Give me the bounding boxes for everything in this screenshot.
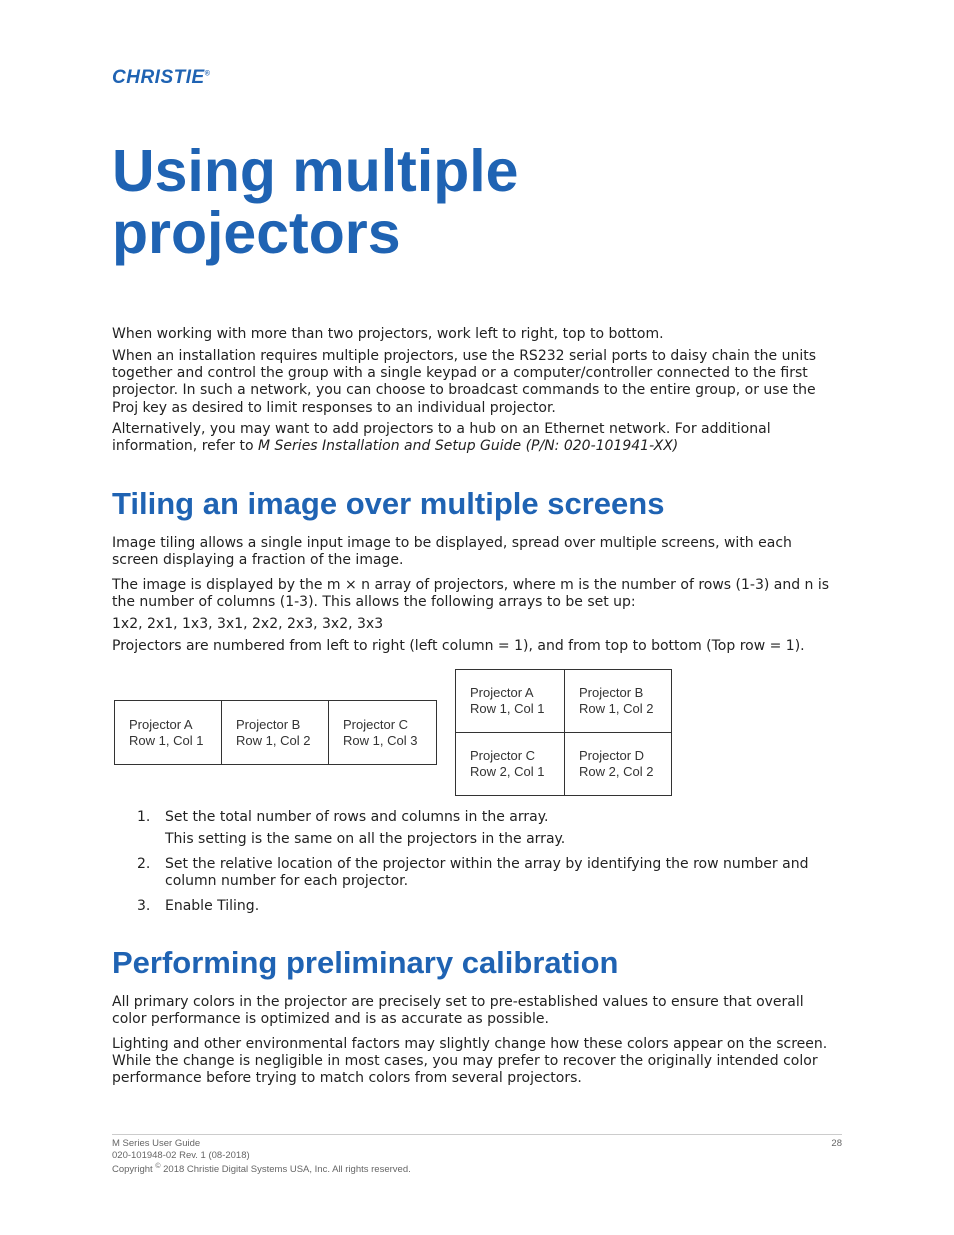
page-title-line2: projectors — [112, 200, 401, 266]
guide-reference: M Series Installation and Setup Guide (P/N: 020-101941-XX) — [258, 438, 679, 455]
footer-copyright: Copyright © 2018 Christie Digital Systems USA, Inc. All rights reserved. — [112, 1163, 411, 1176]
step-number: 2. — [137, 856, 151, 872]
step-note: This setting is the same on all the projectors in the array. — [165, 831, 566, 847]
tile-cell: Projector C Row 1, Col 3 — [329, 701, 437, 765]
step-text: Set the relative location of the projector within the array by identifying the row number and column number for each projector. — [165, 856, 809, 890]
tile-cell: Projector C Row 2, Col 1 — [456, 733, 565, 796]
step-text: Set the total number of rows and columns in the array. — [165, 809, 549, 825]
section-heading-tiling: Tiling an image over multiple screens — [112, 486, 665, 521]
tiling-paragraph-2: The image is displayed by the m × n array of projectors, where m is the number of rows (1-3) and n is the number of columns (1-3). This allows the following arrays to be set up: — [112, 577, 830, 611]
tiling-paragraph-1: Image tiling allows a single input image to be displayed, spread over multiple screens, with each screen displaying a fraction of the image. — [112, 535, 792, 569]
tile-cell: Projector A Row 1, Col 1 — [456, 670, 565, 733]
page-title-line1: Using multiple — [112, 138, 519, 204]
tiling-table-2x2 — [455, 669, 672, 796]
page-title — [112, 140, 518, 264]
step-text: Enable Tiling. — [165, 898, 260, 914]
tile-cell: Projector D Row 2, Col 2 — [565, 733, 672, 796]
intro-paragraph-2: When an installation requires multiple projectors, use the RS232 serial ports to daisy chain the units together and control the group with a single keypad or a computer/controller connected to the first projector. In such a network, you can choose to broadcast commands to the entire group, or use the Proj key as desired to limit responses to an individual projector. — [112, 348, 816, 416]
tile-cell: Projector A Row 1, Col 1 — [115, 701, 222, 765]
page-number: 28 — [831, 1138, 842, 1149]
intro-paragraph-1: When working with more than two projectors, work left to right, top to bottom. — [112, 326, 664, 342]
christie-logo: CHRISTIE® — [112, 67, 211, 88]
intro-paragraph-3: Alternatively, you may want to add projectors to a hub on an Ethernet network. For additional information, refer to M Series Installation and Setup Guide (P/N: 020-101941-XX) — [112, 421, 771, 455]
step-number: 3. — [137, 898, 151, 914]
tile-cell: Projector B Row 1, Col 2 — [222, 701, 329, 765]
tile-cell: Projector B Row 1, Col 2 — [565, 670, 672, 733]
calibration-paragraph-1: All primary colors in the projector are precisely set to pre-established values to ensure that overall color performance is optimized and is as accurate as possible. — [112, 994, 804, 1028]
footer-divider — [112, 1134, 842, 1135]
footer-doc-number: 020-101948-02 Rev. 1 (08-2018) — [112, 1149, 250, 1161]
calibration-paragraph-2: Lighting and other environmental factors may slightly change how these colors appear on the screen. While the change is negligible in most cases, you may prefer to recover the originally intended color performance before trying to match colors from several projectors. — [112, 1036, 828, 1087]
step-number: 1. — [137, 809, 151, 825]
tiling-table-1x3 — [114, 700, 437, 765]
tiling-array-list: 1x2, 2x1, 1x3, 3x1, 2x2, 2x3, 3x2, 3x3 — [112, 616, 384, 632]
footer-doc-title: M Series User Guide — [112, 1138, 201, 1149]
section-heading-calibration: Performing preliminary calibration — [112, 945, 619, 980]
tiling-paragraph-4: Projectors are numbered from left to right (left column = 1), and from top to bottom (Top row = 1). — [112, 638, 805, 654]
